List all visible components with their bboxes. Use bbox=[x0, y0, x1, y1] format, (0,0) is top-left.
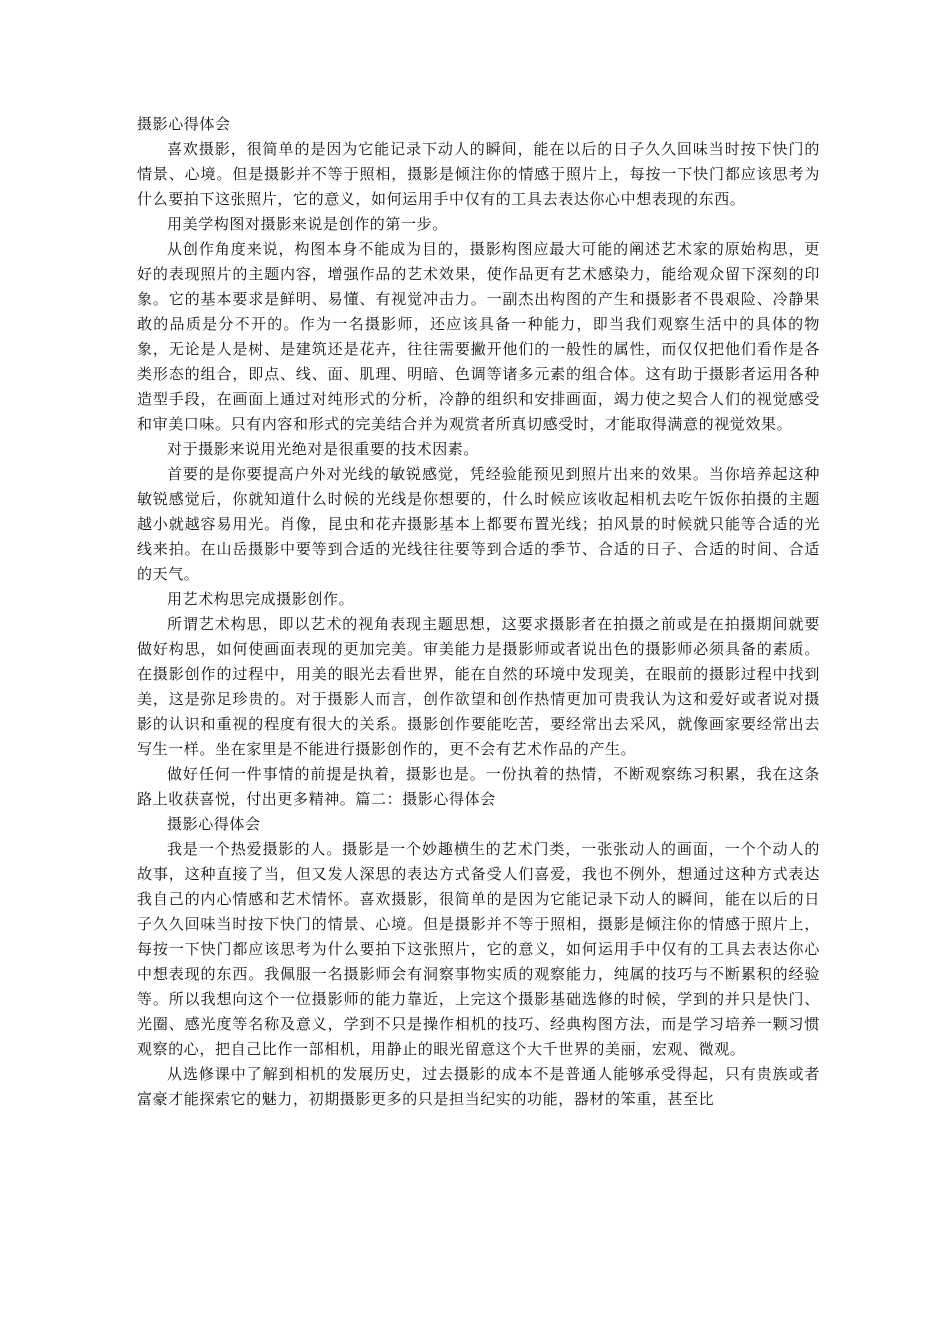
paragraph: 喜欢摄影，很简单的是因为它能记录下动人的瞬间，能在以后的日子久久回味当时按下快门的情景、心境。但是摄影并不等于照相，摄影是倾注你的情感于照片上，每按一下快门都应该思考为什么要拍下这张照片，它的意义，如何运用手中仅有的工具去表达你心中想表现的东西。 bbox=[137, 140, 820, 208]
paragraph: 所谓艺术构思，即以艺术的视角表现主题思想，这要求摄影者在拍摄之前或是在拍摄期间就要做好构思，如何使画面表现的更加完美。审美能力是摄影师或者说出色的摄影师必须具备的素质。在摄影创作的过程中，用美的眼光去看世界，能在自然的环境中发现美，在眼前的摄影过程中找到美，这是弥足珍贵的。对于摄影人而言，创作欲望和创作热情更加可贵我认为这和爱好或者说对摄影的认识和重视的程度有很大的关系。摄影创作要能吃苦，要经常出去采风，就像画家要经常出去写生一样。坐在家里是不能进行摄影创作的，更不会有艺术作品的产生。 bbox=[137, 615, 820, 758]
paragraph: 从选修课中了解到相机的发展历史，过去摄影的成本不是普通人能够承受得起，只有贵族或者富豪才能探索它的魅力，初期摄影更多的只是担当纪实的功能，器材的笨重，甚至比 bbox=[137, 1065, 820, 1108]
paragraph: 我是一个热爱摄影的人。摄影是一个妙趣横生的艺术门类，一张张动人的画面，一个个动人的故事，这种直接了当，但又发人深思的表达方式备受人们喜爱，我也不例外，想通过这种方式表达我自己的内心情感和艺术情怀。喜欢摄影，很简单的是因为它能记录下动人的瞬间，能在以后的日子久久回味当时按下快门的情景、心境。但是摄影并不等于照相，摄影是倾注你的情感于照片上，每按一下快门都应该思考为什么要拍下这张照片，它的意义，如何运用手中仅有的工具去表达你心中想表现的东西。我佩服一名摄影师会有洞察事物实质的观察能力，纯属的技巧与不断累积的经验等。所以我想向这个一位摄影师的能力靠近，上完这个摄影基础选修的时候，学到的并只是快门、光圈、感光度等名称及意义，学到不只是操作相机的技巧、经典构图方法，而是学习培养一颗习惯观察的心，把自己比作一部相机，用静止的眼光留意这个大千世界的美丽，宏观、微观。 bbox=[137, 840, 820, 1058]
section-heading: 摄影心得体会 bbox=[167, 815, 261, 833]
paragraph: 用艺术构思完成摄影创作。 bbox=[167, 590, 355, 608]
paragraph: 对于摄影来说用光绝对是很重要的技术因素。 bbox=[167, 440, 480, 458]
paragraph: 用美学构图对摄影来说是创作的第一步。 bbox=[167, 215, 448, 233]
paragraph: 从创作角度来说，构图本身不能成为目的，摄影构图应最大可能的阐述艺术家的原始构思，更好的表现照片的主题内容，增强作品的艺术效果，使作品更有艺术感染力，能给观众留下深刻的印象。它的基本要求是鲜明、易懂、有视觉冲击力。一副杰出构图的产生和摄影者不畏艰险、冷静果敢的品质是分不开的。作为一名摄影师，还应该具备一种能力，即当我们观察生活中的具体的物象，无论是人是树、是建筑还是花卉，往往需要撇开他们的一般性的属性，而仅仅把他们看作是各类形态的组合，即点、线、面、肌理、明暗、色调等诸多元素的组合体。这有助于摄影者运用各种造型手段，在画面上通过对纯形式的分析，冷静的组织和安排画面，竭力使之契合人们的视觉感受和审美口味。只有内容和形式的完美结合并为观赏者所真切感受时，才能取得满意的视觉效果。 bbox=[137, 240, 820, 433]
paragraph: 首要的是你要提高户外对光线的敏锐感觉，凭经验能预见到照片出来的效果。当你培养起这种敏锐感觉后，你就知道什么时候的光线是你想要的，什么时候应该收起相机去吃午饭你拍摄的主题越小就越容易用光。肖像，昆虫和花卉摄影基本上都要布置光线；拍风景的时候就只能等合适的光线来拍。在山岳摄影中要等到合适的光线往往要等到合适的季节、合适的日子、合适的时间、合适的天气。 bbox=[137, 465, 820, 583]
document-title: 摄影心得体会 bbox=[137, 115, 231, 133]
paragraph: 做好任何一件事情的前提是执着，摄影也是。一份执着的热情，不断观察练习积累，我在这条路上收获喜悦，付出更多精神。篇二：摄影心得体会 bbox=[137, 765, 820, 808]
document-page bbox=[137, 112, 820, 1112]
